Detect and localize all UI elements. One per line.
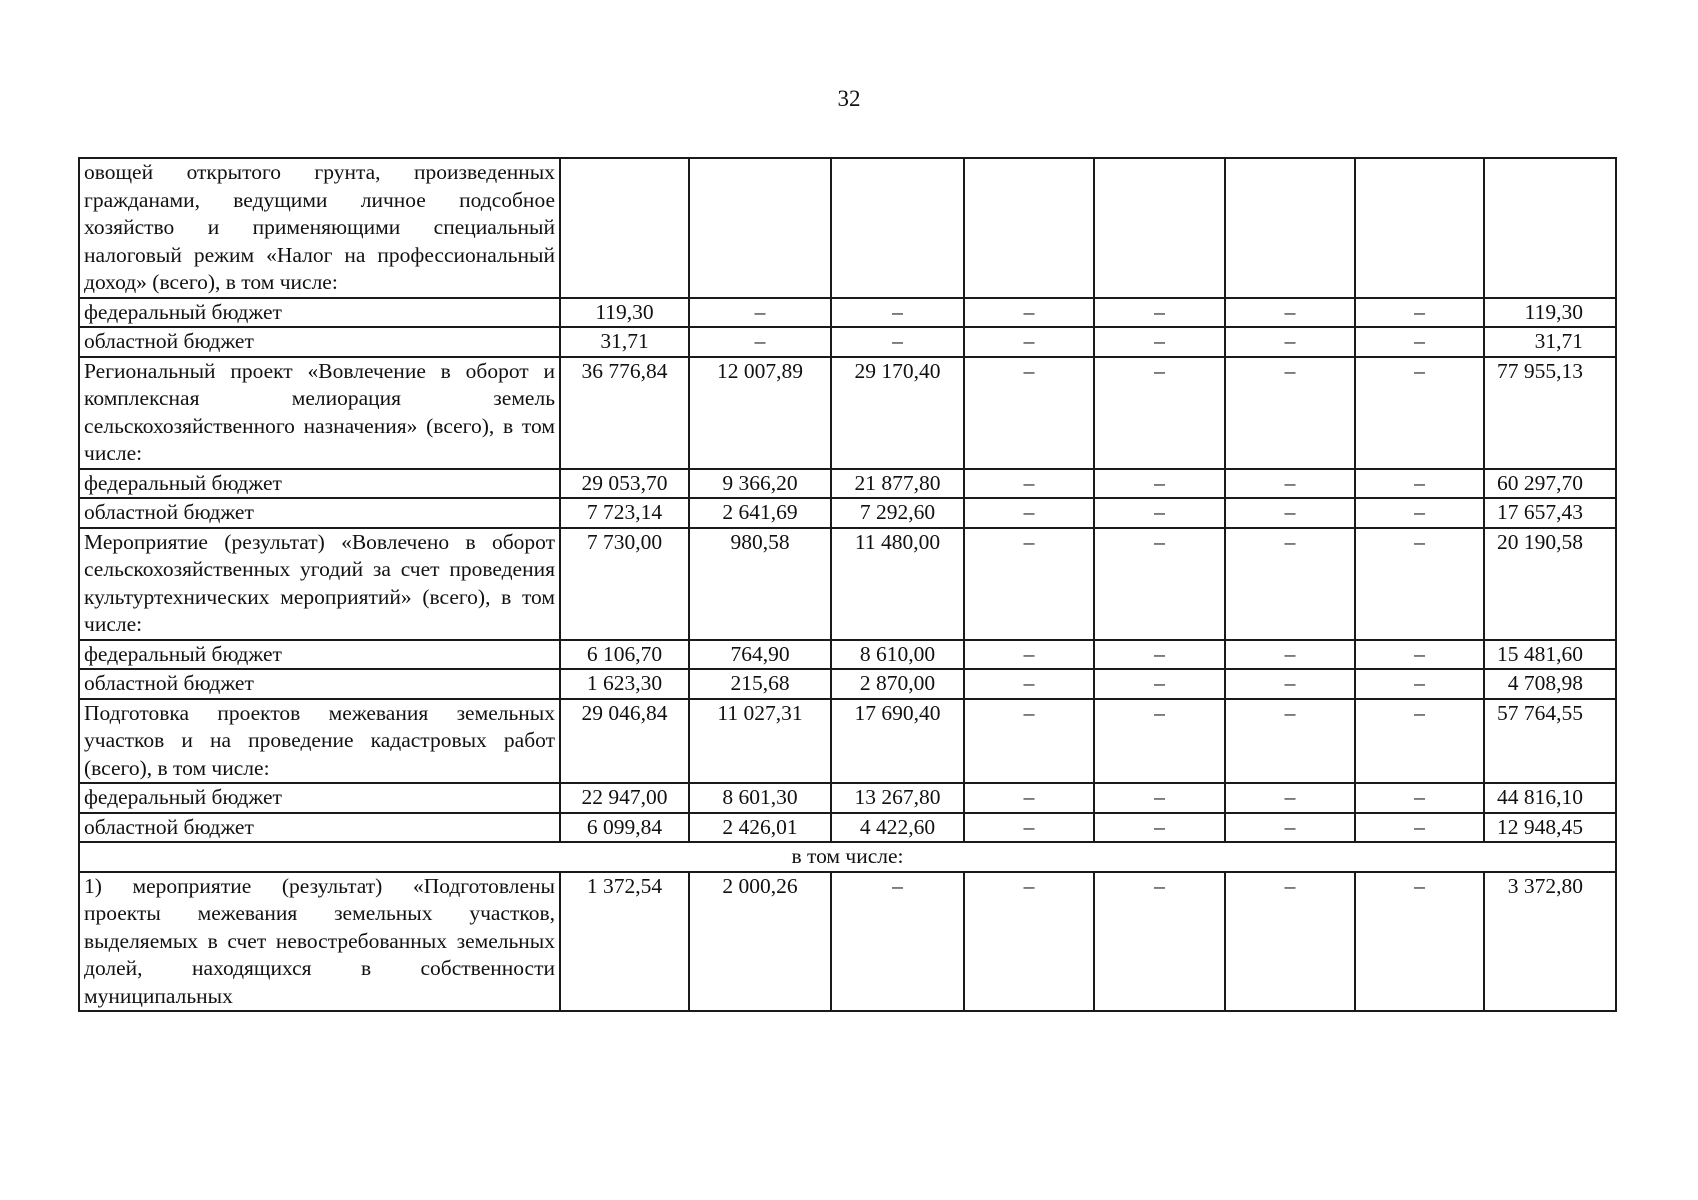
total-cell: 57 764,55 [1484, 699, 1616, 784]
table-row [79, 783, 1616, 813]
value-cell: 2 426,01 [689, 813, 831, 843]
row-label: Мероприятие (результат) «Вовлечено в оборот сельскохозяйственных угодий за счет проведения культуртехнических мероприятий» (всего), в том числе: [79, 528, 560, 640]
table-row [79, 357, 1616, 469]
value-cell: – [1094, 813, 1225, 843]
value-cell: – [964, 469, 1094, 499]
value-cell: 9 366,20 [689, 469, 831, 499]
table-row [79, 872, 1616, 1012]
table-row [79, 327, 1616, 357]
row-label: областной бюджет [79, 498, 560, 528]
value-cell: 31,71 [560, 327, 689, 357]
budget-table [78, 157, 1617, 1012]
row-label: областной бюджет [79, 813, 560, 843]
value-cell: – [1094, 528, 1225, 640]
value-cell: – [1355, 498, 1484, 528]
value-cell: 36 776,84 [560, 357, 689, 469]
value-cell: – [1225, 469, 1355, 499]
value-cell: – [1355, 699, 1484, 784]
value-cell [560, 158, 689, 298]
value-cell: 7 723,14 [560, 498, 689, 528]
value-cell: – [689, 298, 831, 328]
total-cell [1484, 158, 1616, 298]
table-body [79, 158, 1616, 1011]
value-cell: 6 099,84 [560, 813, 689, 843]
value-cell: – [964, 357, 1094, 469]
table-row [79, 498, 1616, 528]
value-cell: – [1094, 327, 1225, 357]
total-cell: 119,30 [1484, 298, 1616, 328]
value-cell: – [1225, 357, 1355, 469]
value-cell: – [831, 298, 964, 328]
table-row [79, 298, 1616, 328]
value-cell: 22 947,00 [560, 783, 689, 813]
table-row [79, 640, 1616, 670]
value-cell: – [1094, 498, 1225, 528]
value-cell: – [1094, 699, 1225, 784]
value-cell: 215,68 [689, 669, 831, 699]
value-cell: 764,90 [689, 640, 831, 670]
value-cell: – [1225, 669, 1355, 699]
value-cell [831, 158, 964, 298]
value-cell: – [964, 640, 1094, 670]
value-cell: 11 480,00 [831, 528, 964, 640]
total-cell: 17 657,43 [1484, 498, 1616, 528]
row-label: 1) мероприятие (результат) «Подготовлены проекты межевания земельных участков, выделяемых в счет невостребованных земельных долей, находящихся в собственности муниципальных [79, 872, 560, 1012]
value-cell: – [1225, 327, 1355, 357]
total-cell: 60 297,70 [1484, 469, 1616, 499]
value-cell [1355, 158, 1484, 298]
value-cell: 17 690,40 [831, 699, 964, 784]
value-cell: – [1094, 640, 1225, 670]
value-cell: – [964, 327, 1094, 357]
total-cell: 4 708,98 [1484, 669, 1616, 699]
row-label: федеральный бюджет [79, 640, 560, 670]
value-cell [689, 158, 831, 298]
value-cell: 1 623,30 [560, 669, 689, 699]
value-cell: 13 267,80 [831, 783, 964, 813]
total-cell: 12 948,45 [1484, 813, 1616, 843]
total-cell: 3 372,80 [1484, 872, 1616, 1012]
value-cell: 12 007,89 [689, 357, 831, 469]
value-cell: – [1225, 298, 1355, 328]
table-row [79, 669, 1616, 699]
value-cell: – [964, 528, 1094, 640]
value-cell: – [689, 327, 831, 357]
value-cell: 2 000,26 [689, 872, 831, 1012]
value-cell: 29 053,70 [560, 469, 689, 499]
value-cell: – [1355, 298, 1484, 328]
section-heading: в том числе: [79, 842, 1616, 872]
value-cell: – [1225, 498, 1355, 528]
value-cell: – [964, 699, 1094, 784]
value-cell: – [1355, 327, 1484, 357]
value-cell: – [1094, 357, 1225, 469]
value-cell [964, 158, 1094, 298]
row-label: федеральный бюджет [79, 783, 560, 813]
row-label: областной бюджет [79, 327, 560, 357]
value-cell: – [1355, 357, 1484, 469]
value-cell: – [964, 872, 1094, 1012]
row-label: овощей открытого грунта, произведенных гражданами, ведущими личное подсобное хозяйство и применяющими специальный налоговый режим «Налог на профессиональный доход» (всего), в том числе: [79, 158, 560, 298]
value-cell: 6 106,70 [560, 640, 689, 670]
value-cell: – [964, 669, 1094, 699]
value-cell: – [1094, 783, 1225, 813]
value-cell: – [1225, 813, 1355, 843]
section-row [79, 842, 1616, 872]
value-cell: – [1094, 469, 1225, 499]
table-row [79, 528, 1616, 640]
row-label: областной бюджет [79, 669, 560, 699]
value-cell: 4 422,60 [831, 813, 964, 843]
table-row [79, 699, 1616, 784]
value-cell: – [964, 813, 1094, 843]
row-label: федеральный бюджет [79, 469, 560, 499]
value-cell: – [1094, 872, 1225, 1012]
value-cell: – [1225, 783, 1355, 813]
value-cell: – [964, 298, 1094, 328]
row-label: Подготовка проектов межевания земельных участков и на проведение кадастровых работ (всего), в том числе: [79, 699, 560, 784]
value-cell: 2 870,00 [831, 669, 964, 699]
value-cell: 7 730,00 [560, 528, 689, 640]
value-cell: – [964, 498, 1094, 528]
value-cell: 29 046,84 [560, 699, 689, 784]
value-cell: – [1225, 699, 1355, 784]
value-cell: – [1225, 872, 1355, 1012]
value-cell: – [964, 783, 1094, 813]
total-cell: 31,71 [1484, 327, 1616, 357]
value-cell: 7 292,60 [831, 498, 964, 528]
value-cell: – [1355, 669, 1484, 699]
value-cell [1094, 158, 1225, 298]
row-label: федеральный бюджет [79, 298, 560, 328]
value-cell: 1 372,54 [560, 872, 689, 1012]
value-cell: – [1355, 872, 1484, 1012]
value-cell: – [1355, 640, 1484, 670]
table-row [79, 813, 1616, 843]
value-cell: – [1225, 528, 1355, 640]
total-cell: 44 816,10 [1484, 783, 1616, 813]
value-cell [1225, 158, 1355, 298]
value-cell: – [1094, 298, 1225, 328]
value-cell: – [1094, 669, 1225, 699]
value-cell: – [1225, 640, 1355, 670]
value-cell: – [1355, 528, 1484, 640]
value-cell: – [1355, 469, 1484, 499]
value-cell: 2 641,69 [689, 498, 831, 528]
value-cell: 119,30 [560, 298, 689, 328]
value-cell: 29 170,40 [831, 357, 964, 469]
total-cell: 77 955,13 [1484, 357, 1616, 469]
value-cell: 8 610,00 [831, 640, 964, 670]
value-cell: – [831, 872, 964, 1012]
value-cell: – [831, 327, 964, 357]
value-cell: – [1355, 813, 1484, 843]
value-cell: – [1355, 783, 1484, 813]
value-cell: 980,58 [689, 528, 831, 640]
table-row [79, 469, 1616, 499]
row-label: Региональный проект «Вовлечение в оборот и комплексная мелиорация земель сельскохозяйственного назначения» (всего), в том числе: [79, 357, 560, 469]
value-cell: 11 027,31 [689, 699, 831, 784]
page-number: 32 [837, 86, 861, 111]
table-row [79, 158, 1616, 298]
value-cell: 21 877,80 [831, 469, 964, 499]
total-cell: 15 481,60 [1484, 640, 1616, 670]
value-cell: 8 601,30 [689, 783, 831, 813]
total-cell: 20 190,58 [1484, 528, 1616, 640]
